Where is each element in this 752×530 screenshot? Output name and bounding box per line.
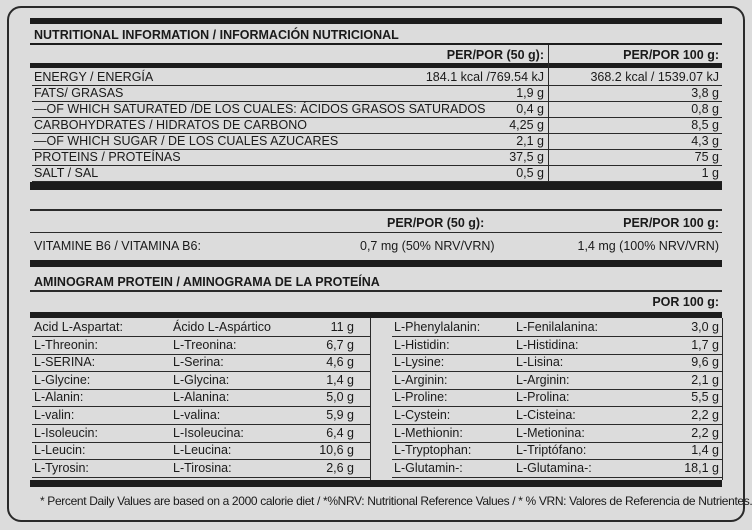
- top-rule: [30, 18, 722, 24]
- vitamin-label: VITAMINE B6 / VITAMINA B6:: [34, 239, 201, 253]
- value-100g: 3,8 g: [691, 86, 719, 100]
- amino-row: [32, 389, 370, 407]
- amino-name-es: L-Prolina:: [516, 390, 570, 405]
- amino-row: [32, 354, 370, 372]
- amino-row: [32, 460, 370, 478]
- value-50g: 1,9 g: [516, 86, 544, 100]
- nutrient-label: —OF WHICH SUGAR / DE LOS CUALES AZUCARES: [34, 134, 339, 148]
- amino-name-es: L-Alanina:: [173, 390, 230, 405]
- amino-value: 3,0 g: [691, 320, 719, 334]
- amino-row: [32, 442, 370, 460]
- nutrition-row: [32, 117, 722, 134]
- amino-name-es: L-Triptófano:: [516, 443, 587, 458]
- value-50g: 0,4 g: [516, 102, 544, 116]
- amino-value: 2,1 g: [691, 372, 719, 387]
- value-100g: 8,5 g: [691, 118, 719, 132]
- nutrient-label: —OF WHICH SATURATED /DE LOS CUALES: ÁCIDOS GRASOS SATURADOS: [34, 102, 486, 116]
- amino-value: 2,6 g: [326, 460, 354, 475]
- value-100g: 4,3 g: [691, 134, 719, 148]
- amino-value: 9,6 g: [691, 355, 719, 370]
- aminogram-header-rule: [30, 312, 722, 318]
- amino-name-es: L-Isoleucina:: [173, 425, 244, 440]
- amino-value: 18,1 g: [684, 460, 719, 475]
- amino-name-es: Ácido L-Aspártico: [173, 320, 271, 334]
- amino-row: [32, 337, 370, 355]
- nutrition-row: [32, 149, 722, 166]
- value-50g: 0,5 g: [516, 166, 544, 180]
- amino-row: [32, 425, 370, 443]
- amino-row: [392, 389, 722, 407]
- amino-row: [392, 372, 722, 390]
- col-50g-header: PER/POR (50 g):: [446, 48, 544, 62]
- amino-name-en: L-Tryptophan:: [394, 443, 472, 458]
- footnote: * Percent Daily Values are based on a 2000 calorie diet / *%NRV: Nutritional Reference Values / * % VRN: Valores de Referencia de Nutrientes.: [40, 494, 752, 508]
- amino-name-en: L-Cystein:: [394, 408, 451, 422]
- amino-name-es: L-Leucina:: [173, 443, 232, 458]
- amino-name-es: L-Cisteina:: [516, 408, 576, 422]
- nutrition-row: [32, 69, 722, 86]
- amino-name-en: L-valin:: [34, 408, 75, 422]
- amino-name-en: L-Tyrosin:: [34, 460, 89, 475]
- vitamin-value-50g: 0,7 mg (50% NRV/VRN): [360, 239, 495, 253]
- amino-bottom-rule: [30, 480, 722, 487]
- value-50g: 37,5 g: [509, 150, 544, 164]
- amino-value: 6,7 g: [326, 337, 354, 352]
- aminogram-col-header: POR 100 g:: [652, 295, 719, 309]
- amino-row: [392, 319, 722, 337]
- amino-name-es: L-Arginin:: [516, 372, 570, 387]
- amino-value: 1,4 g: [326, 372, 354, 387]
- nutrition-title: NUTRITIONAL INFORMATION / INFORMACIÓN NUTRICIONAL: [34, 28, 399, 42]
- amino-row: [32, 407, 370, 425]
- amino-row: [392, 442, 722, 460]
- nutrition-row: [32, 165, 722, 182]
- aminogram-title-rule: [30, 290, 722, 292]
- amino-value: 2,2 g: [691, 408, 719, 422]
- aminogram-title: AMINOGRAM PROTEIN / AMINOGRAMA DE LA PROTEÍNA: [34, 275, 380, 289]
- amino-name-en: Acid L-Aspartat:: [34, 320, 123, 334]
- aminogram-right-divider: [722, 318, 723, 480]
- amino-value: 1,7 g: [691, 337, 719, 352]
- amino-value: 5,9 g: [326, 408, 354, 422]
- nutrient-label: FATS/ GRASAS: [34, 86, 124, 100]
- amino-name-es: L-Metionina:: [516, 425, 585, 440]
- header-rule: [30, 63, 722, 68]
- amino-name-en: L-Leucin:: [34, 443, 86, 458]
- amino-name-en: L-Isoleucin:: [34, 425, 98, 440]
- nutrition-row: [32, 133, 722, 150]
- amino-name-es: L-Lisina:: [516, 355, 564, 370]
- amino-value: 11 g: [330, 320, 354, 334]
- amino-row: [392, 425, 722, 443]
- amino-name-en: L-Methionin:: [394, 425, 463, 440]
- amino-name-es: L-Histidina:: [516, 337, 579, 352]
- value-100g: 75 g: [694, 150, 719, 164]
- value-50g: 2,1 g: [516, 134, 544, 148]
- nutrient-label: SALT / SAL: [34, 166, 99, 180]
- amino-value: 5,0 g: [326, 390, 354, 405]
- amino-value: 6,4 g: [326, 425, 354, 440]
- amino-name-en: L-Glycine:: [34, 372, 91, 387]
- value-50g: 184.1 kcal /769.54 kJ: [425, 70, 544, 84]
- value-50g: 4,25 g: [509, 118, 544, 132]
- amino-name-en: L-Histidin:: [394, 337, 450, 352]
- vitamin-header-rule: [30, 232, 722, 233]
- nutrition-row: [32, 85, 722, 102]
- nutrient-label: ENERGY / ENERGÍA: [34, 70, 154, 84]
- amino-name-en: L-Threonin:: [34, 337, 98, 352]
- amino-name-es: L-Fenilalanina:: [516, 320, 598, 334]
- amino-name-es: L-valina:: [173, 408, 221, 422]
- amino-top-rule: [30, 260, 722, 267]
- amino-name-en: L-Alanin:: [34, 390, 84, 405]
- amino-name-en: L-SERINA:: [34, 355, 96, 370]
- amino-value: 10,6 g: [319, 443, 354, 458]
- amino-name-es: L-Glutamina-:: [516, 460, 592, 475]
- amino-name-en: L-Proline:: [394, 390, 448, 405]
- vitamin-col-50g-header: PER/POR (50 g):: [387, 216, 485, 230]
- nutrition-row: [32, 101, 722, 118]
- col-100g-header: PER/POR 100 g:: [623, 48, 719, 62]
- amino-value: 4,6 g: [326, 355, 354, 370]
- amino-row: [32, 372, 370, 390]
- amino-row: [392, 354, 722, 372]
- amino-name-es: L-Treonina:: [173, 337, 237, 352]
- amino-name-en: L-Lysine:: [394, 355, 445, 370]
- amino-name-es: L-Glycina:: [173, 372, 230, 387]
- amino-name-en: L-Glutamin-:: [394, 460, 463, 475]
- title-rule: [30, 43, 722, 45]
- amino-name-en: L-Phenylalanin:: [394, 320, 481, 334]
- aminogram-center-divider: [370, 318, 371, 480]
- amino-row: [392, 407, 722, 425]
- vitamin-top-rule: [30, 209, 722, 211]
- value-100g: 368.2 kcal / 1539.07 kJ: [590, 70, 719, 84]
- value-100g: 1 g: [701, 166, 719, 180]
- vitamin-col-100g-header: PER/POR 100 g:: [623, 216, 719, 230]
- nutrient-label: PROTEINS / PROTEÍNAS: [34, 150, 181, 164]
- value-100g: 0,8 g: [691, 102, 719, 116]
- amino-row: [392, 460, 722, 478]
- nutrient-label: CARBOHYDRATES / HIDRATOS DE CARBONO: [34, 118, 307, 132]
- amino-name-en: L-Arginin:: [394, 372, 448, 387]
- amino-value: 5,5 g: [691, 390, 719, 405]
- amino-value: 2,2 g: [691, 425, 719, 440]
- amino-name-es: L-Serina:: [173, 355, 224, 370]
- amino-row: [32, 319, 370, 337]
- amino-name-es: L-Tirosina:: [173, 460, 232, 475]
- nutrition-bottom-rule: [30, 182, 722, 190]
- amino-row: [392, 337, 722, 355]
- amino-value: 1,4 g: [691, 443, 719, 458]
- vitamin-value-100g: 1,4 mg (100% NRV/VRN): [577, 239, 719, 253]
